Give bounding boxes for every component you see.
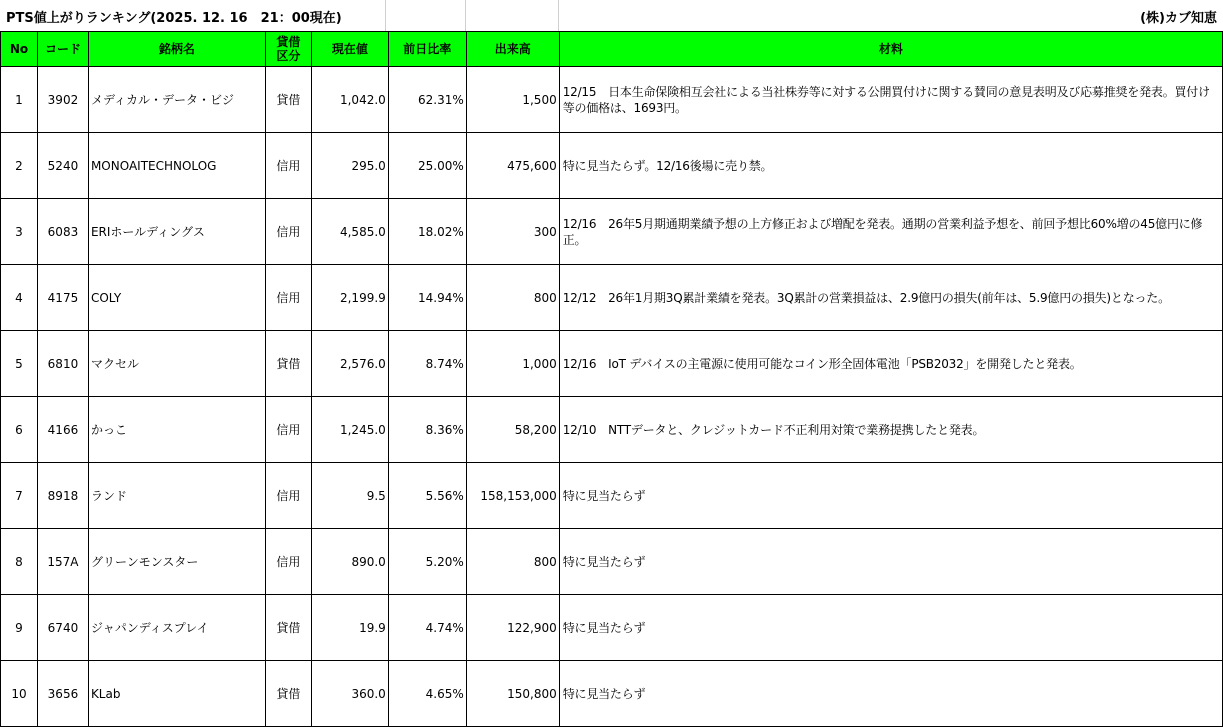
cell-material: 12/16 26年5月期通期業績予想の上方修正および増配を発表。通期の営業利益予想を、前回予想比60%増の45億円に修正。 — [559, 199, 1222, 265]
cell-name: KLab — [88, 661, 265, 727]
header-code: コード — [37, 32, 88, 67]
table-row — [1, 67, 1223, 133]
cell-volume: 58,200 — [466, 397, 559, 463]
cell-name: COLY — [88, 265, 265, 331]
cell-volume: 1,500 — [466, 67, 559, 133]
cell-change: 4.65% — [388, 661, 466, 727]
cell-material: 特に見当たらず — [559, 595, 1222, 661]
sheet-title: PTS値上がりランキング(2025. 12. 16 21：00現在) — [6, 11, 342, 26]
cell-divider — [385, 0, 386, 31]
cell-code: 4166 — [37, 397, 88, 463]
cell-no: 9 — [1, 595, 38, 661]
cell-no: 10 — [1, 661, 38, 727]
cell-code: 157A — [37, 529, 88, 595]
cell-kubun: 信用 — [265, 265, 311, 331]
header-kubun-line2: 区分 — [276, 49, 301, 63]
cell-code: 6083 — [37, 199, 88, 265]
cell-name: マクセル — [88, 331, 265, 397]
cell-material: 特に見当たらず — [559, 529, 1222, 595]
header-material: 材料 — [559, 32, 1222, 67]
table-row — [1, 595, 1223, 661]
cell-price: 360.0 — [311, 661, 388, 727]
cell-no: 3 — [1, 199, 38, 265]
cell-name: メディカル・データ・ビジ — [88, 67, 265, 133]
publisher-name: (株)カブ知恵 — [1140, 11, 1217, 26]
cell-code: 5240 — [37, 133, 88, 199]
cell-material: 12/10 NTTデータと、クレジットカード不正利用対策で業務提携したと発表。 — [559, 397, 1222, 463]
cell-no: 8 — [1, 529, 38, 595]
cell-material: 特に見当たらず。12/16後場に売り禁。 — [559, 133, 1222, 199]
cell-change: 4.74% — [388, 595, 466, 661]
table-row — [1, 661, 1223, 727]
cell-change: 5.20% — [388, 529, 466, 595]
cell-code: 3656 — [37, 661, 88, 727]
cell-code: 6810 — [37, 331, 88, 397]
cell-price: 890.0 — [311, 529, 388, 595]
table-row — [1, 331, 1223, 397]
cell-change: 25.00% — [388, 133, 466, 199]
cell-no: 4 — [1, 265, 38, 331]
cell-no: 2 — [1, 133, 38, 199]
cell-material: 特に見当たらず — [559, 661, 1222, 727]
cell-price: 9.5 — [311, 463, 388, 529]
title-bar — [0, 0, 1223, 31]
cell-volume: 122,900 — [466, 595, 559, 661]
cell-name: グリーンモンスター — [88, 529, 265, 595]
cell-price: 4,585.0 — [311, 199, 388, 265]
cell-material: 特に見当たらず — [559, 463, 1222, 529]
cell-material: 12/12 26年1月期3Q累計業績を発表。3Q累計の営業損益は、2.9億円の損失(前年は、5.9億円の損失)となった。 — [559, 265, 1222, 331]
table-row — [1, 265, 1223, 331]
cell-change: 62.31% — [388, 67, 466, 133]
cell-code: 8918 — [37, 463, 88, 529]
table-row — [1, 529, 1223, 595]
cell-kubun: 貸借 — [265, 595, 311, 661]
cell-kubun: 貸借 — [265, 661, 311, 727]
cell-price: 2,576.0 — [311, 331, 388, 397]
header-change: 前日比率 — [388, 32, 466, 67]
cell-kubun: 信用 — [265, 199, 311, 265]
cell-code: 3902 — [37, 67, 88, 133]
cell-volume: 1,000 — [466, 331, 559, 397]
cell-no: 1 — [1, 67, 38, 133]
header-volume: 出来高 — [466, 32, 559, 67]
table-row — [1, 397, 1223, 463]
cell-kubun: 信用 — [265, 463, 311, 529]
cell-material: 12/16 IoT デバイスの主電源に使用可能なコイン形全固体電池「PSB2032」を開発したと発表。 — [559, 331, 1222, 397]
cell-name: ランド — [88, 463, 265, 529]
cell-change: 8.74% — [388, 331, 466, 397]
cell-kubun: 信用 — [265, 133, 311, 199]
cell-name: かっこ — [88, 397, 265, 463]
cell-material: 12/15 日本生命保険相互会社による当社株券等に対する公開買付けに関する賛同の意見表明及び応募推奨を発表。買付け等の価格は、1693円。 — [559, 67, 1222, 133]
cell-kubun: 貸借 — [265, 67, 311, 133]
cell-code: 6740 — [37, 595, 88, 661]
cell-name: MONOAITECHNOLOG — [88, 133, 265, 199]
cell-no: 6 — [1, 397, 38, 463]
header-kubun — [265, 32, 311, 67]
cell-kubun: 貸借 — [265, 331, 311, 397]
cell-no: 7 — [1, 463, 38, 529]
cell-name: ERIホールディングス — [88, 199, 265, 265]
cell-change: 18.02% — [388, 199, 466, 265]
ranking-table — [0, 31, 1223, 727]
cell-price: 295.0 — [311, 133, 388, 199]
cell-kubun: 信用 — [265, 529, 311, 595]
cell-volume: 475,600 — [466, 133, 559, 199]
header-no: No — [1, 32, 38, 67]
table-row — [1, 199, 1223, 265]
cell-kubun: 信用 — [265, 397, 311, 463]
cell-name: ジャパンディスプレイ — [88, 595, 265, 661]
cell-price: 2,199.9 — [311, 265, 388, 331]
header-price: 現在値 — [311, 32, 388, 67]
cell-change: 14.94% — [388, 265, 466, 331]
cell-price: 1,042.0 — [311, 67, 388, 133]
header-row — [1, 32, 1223, 67]
cell-divider — [558, 0, 559, 31]
cell-change: 5.56% — [388, 463, 466, 529]
cell-volume: 158,153,000 — [466, 463, 559, 529]
header-kubun-line1: 貸借 — [276, 35, 301, 49]
cell-volume: 800 — [466, 529, 559, 595]
header-name: 銘柄名 — [88, 32, 265, 67]
cell-divider — [465, 0, 466, 31]
table-row — [1, 463, 1223, 529]
cell-volume: 150,800 — [466, 661, 559, 727]
cell-price: 19.9 — [311, 595, 388, 661]
cell-price: 1,245.0 — [311, 397, 388, 463]
table-row — [1, 133, 1223, 199]
cell-code: 4175 — [37, 265, 88, 331]
cell-change: 8.36% — [388, 397, 466, 463]
cell-volume: 800 — [466, 265, 559, 331]
cell-no: 5 — [1, 331, 38, 397]
cell-volume: 300 — [466, 199, 559, 265]
